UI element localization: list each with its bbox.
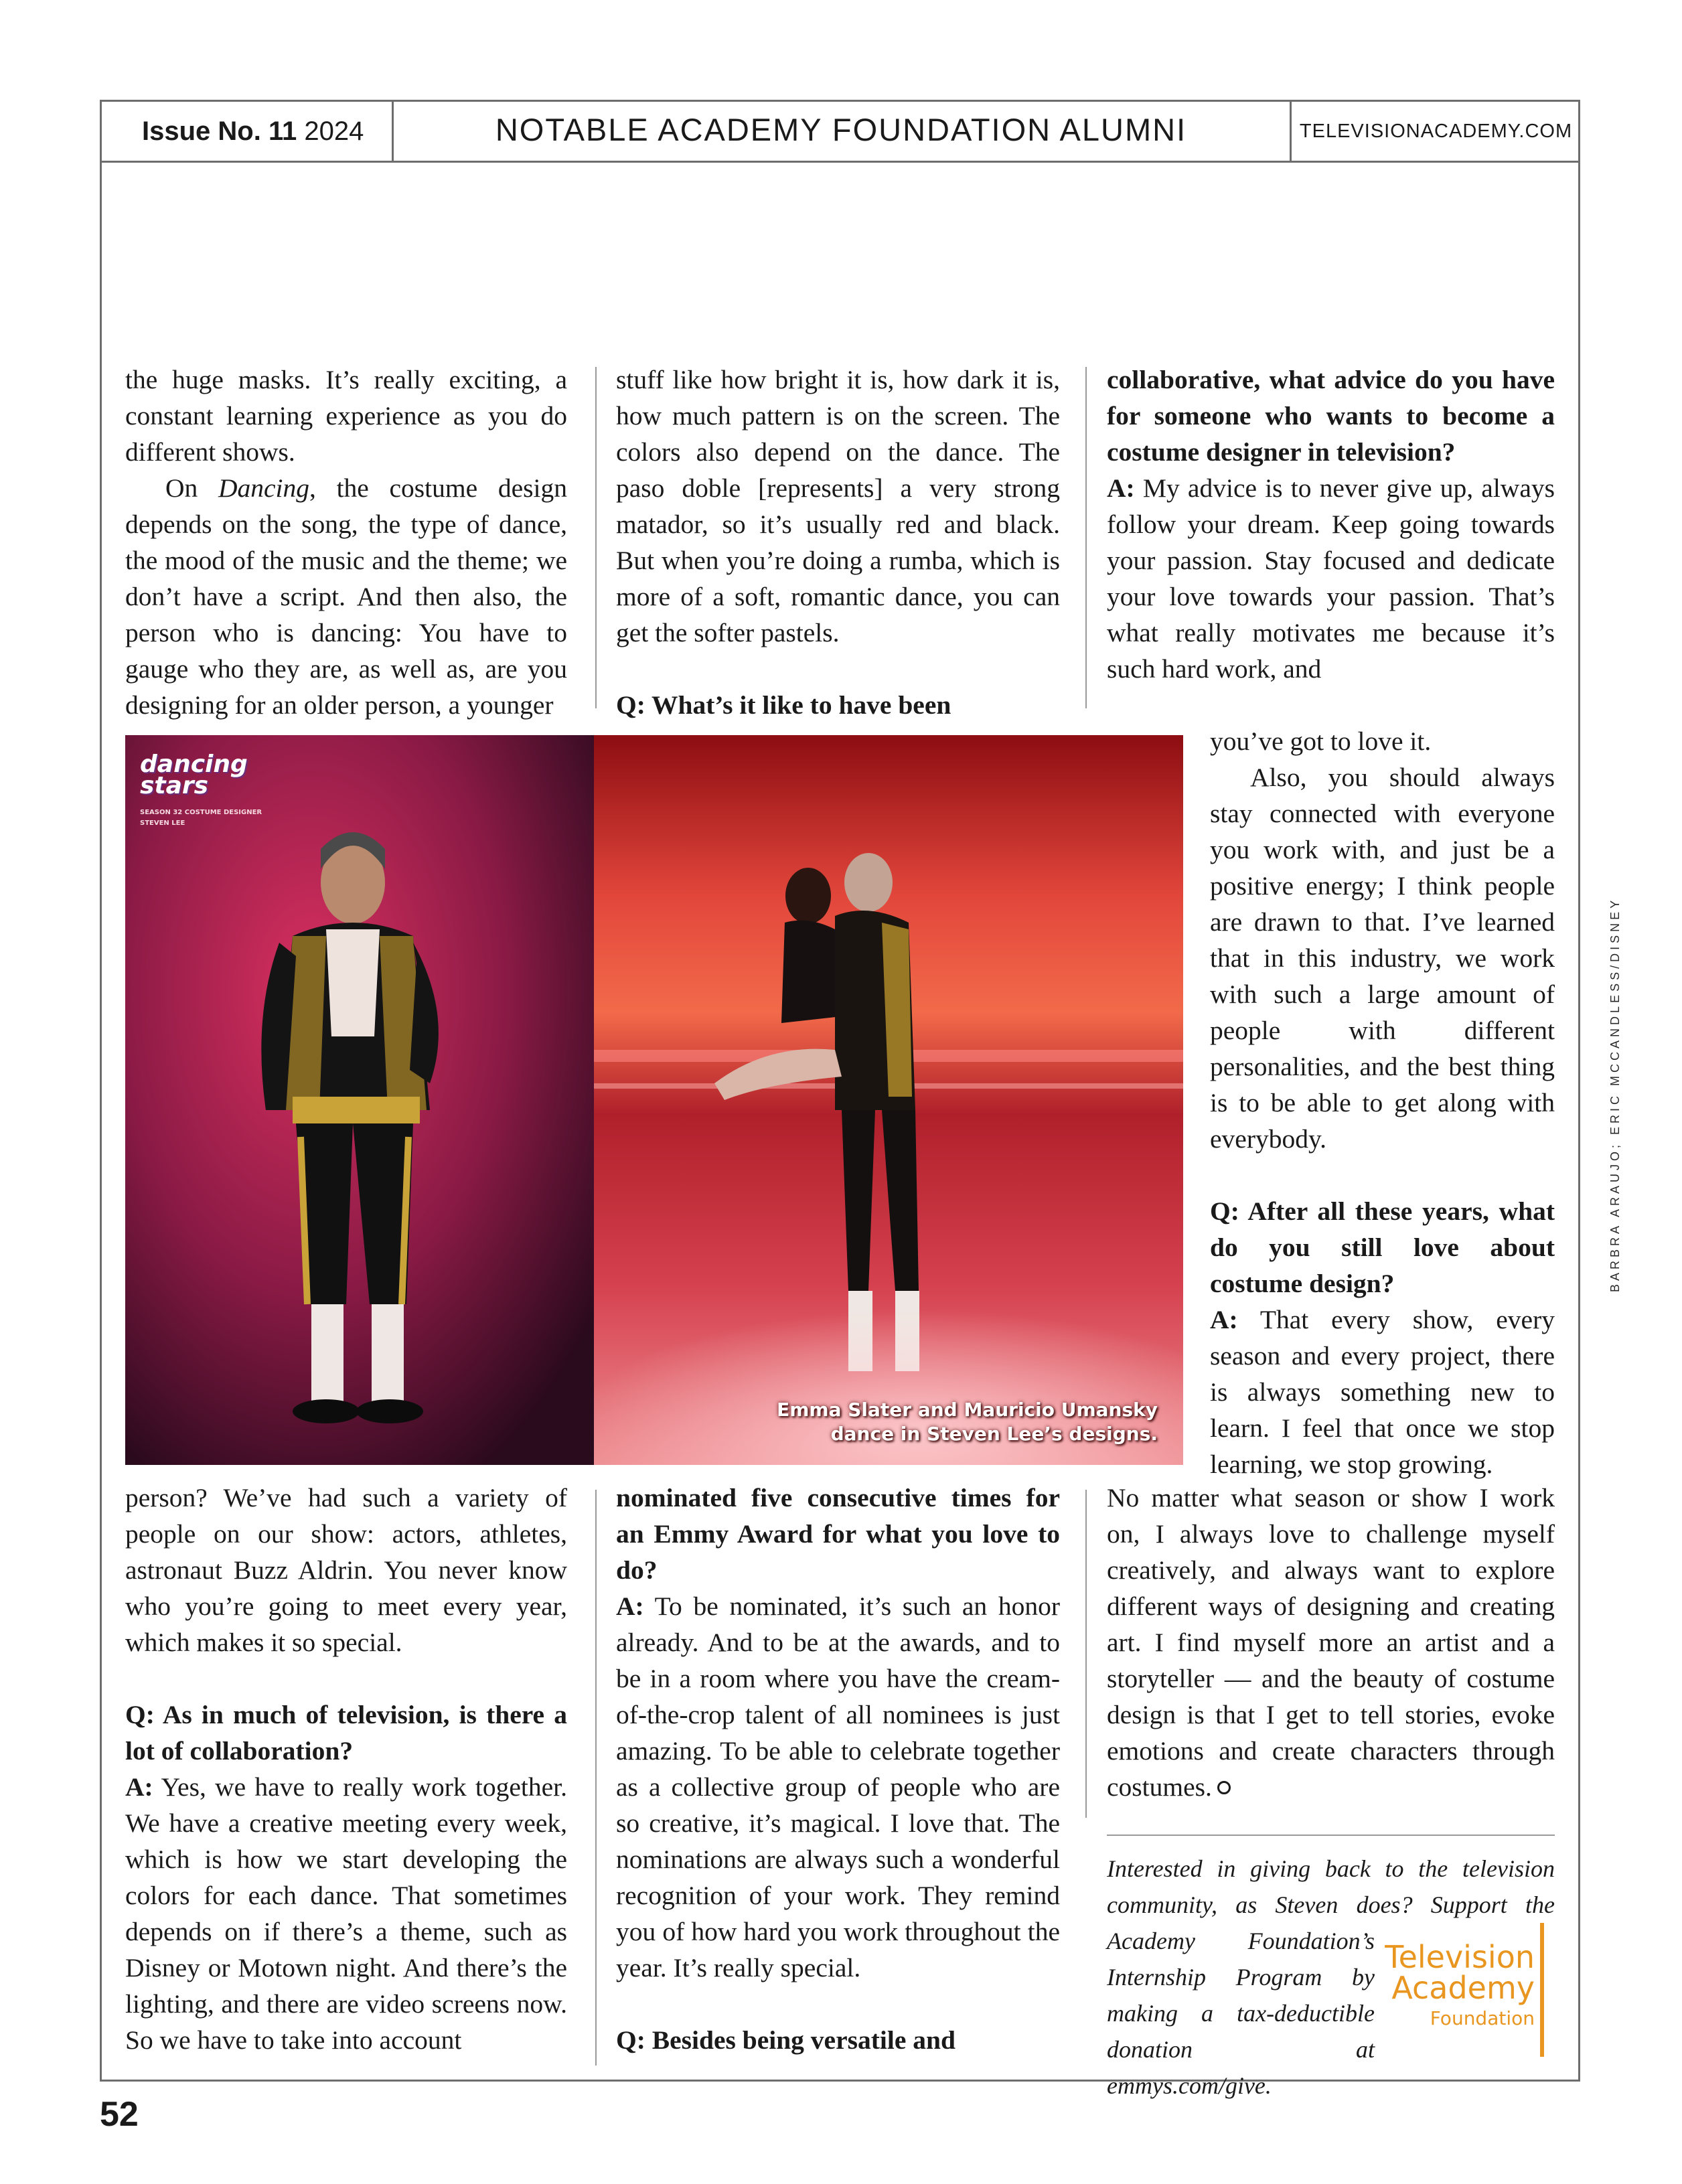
column-3-bottom bbox=[1107, 1480, 1555, 1805]
issue-year: 2024 bbox=[304, 116, 364, 146]
foundation-logo-line: Academy bbox=[1391, 1970, 1535, 2006]
question-text: Q: What’s it like to have been bbox=[616, 690, 951, 720]
paragraph: you’ve got to love it. bbox=[1210, 726, 1432, 756]
paragraph: person? We’ve had such a variety of people on our show: actors, athletes, astronaut Buzz Aldrin. You never know who you’re going to meet every year, which makes it so special. bbox=[125, 1483, 567, 1657]
foundation-logo-line: Foundation bbox=[1430, 2007, 1535, 2029]
column-separator bbox=[1085, 367, 1087, 708]
text: No matter what season or show I work on, I always love to challenge myself creatively, and always want to explore different ways of designing and creating art. I find myself more an artist and a storyteller — and the beauty of costume design is that I get to tell stories, evoke emotions and create characters through costumes. bbox=[1107, 1483, 1555, 1802]
issue-number: Issue No. 11 bbox=[142, 116, 297, 146]
answer bbox=[1107, 470, 1555, 687]
promo-text-full: Interested in giving back to the television community, as Steven does? Support the bbox=[1107, 1855, 1555, 1918]
column-2-top bbox=[616, 362, 1060, 723]
show-logo-line: dancing bbox=[140, 751, 248, 778]
issue-label bbox=[142, 112, 364, 150]
caption-line: Emma Slater and Mauricio Umansky bbox=[777, 1399, 1158, 1421]
column-2-bottom bbox=[616, 1480, 1060, 2058]
question-text: Q: Besides being versatile and bbox=[616, 2025, 955, 2055]
answer-label: A: bbox=[1210, 1305, 1238, 1334]
answer-label: A: bbox=[125, 1772, 153, 1802]
answer bbox=[125, 1769, 567, 2058]
foundation-logo-bar bbox=[1540, 1923, 1544, 2057]
answer-text: Yes, we have to really work together. We have a creative meeting every week, which is how we start developing the colors for each dance. That sometimes depends on if there’s a theme, such as Disney or Motown night. And there’s the lighting, and there are video screens now. So we have to take into account bbox=[125, 1772, 567, 2055]
end-mark-icon bbox=[1217, 1781, 1231, 1794]
question bbox=[616, 1480, 1060, 1588]
answer-label: A: bbox=[1107, 473, 1135, 503]
column-3-narrow bbox=[1210, 723, 1555, 1482]
text: , the costume design depends on the song, the type of dance, the mood of the music and the theme; we don’t have a script. And then also, the person who is dancing: You have to gauge who they are, as well as, are you designing for an older person, a younger bbox=[125, 473, 567, 720]
show-logo-subtitle: SEASON 32 COSTUME DESIGNER STEVEN LEE bbox=[140, 809, 262, 827]
answer-text: My advice is to never give up, always follow your dream. Keep going towards your passion. Stay focused and dedicate your love towards your passion. That’s what really motivates me because it’s such hard work, and bbox=[1107, 473, 1555, 684]
header-rule bbox=[100, 161, 1580, 163]
photo-credit: BARBRA ARAUJO; ERIC MCCANDLESS/DISNEY bbox=[1608, 896, 1622, 1292]
photo-caption bbox=[777, 1398, 1158, 1446]
answer-text: To be nominated, it’s such an honor already. And to be at the awards, and to be in a room where you have the cream-of-the-crop talent of all nominees is just amazing. To be able to celebrate together as a collective group of people who are so creative, it’s magical. I love that. The nominations are always such a wonderful recognition of your work. They remind you of how hard you work throughout the year. It’s really special. bbox=[616, 1591, 1060, 1982]
foundation-logo bbox=[1383, 1923, 1548, 2057]
paragraph: stuff like how bright it is, how dark it is, how much pattern is on the screen. The colors also depend on the dance. The paso doble [represents] a very strong matador, so it’s usually red and black. But when you’re doing a rumba, which is more of a soft, romantic dance, you can get the softer pastels. bbox=[616, 365, 1060, 647]
paragraph bbox=[1107, 1480, 1555, 1805]
promo-text-narrow: Academy Foundation’s Internship Program by making a tax-deductible donation at emmys.com/give. bbox=[1107, 1928, 1375, 2099]
answer bbox=[1210, 1302, 1555, 1482]
answer-label: A: bbox=[616, 1591, 644, 1621]
column-1-top bbox=[125, 362, 567, 723]
question-text: Q: After all these years, what do you still love about costume design? bbox=[1210, 1196, 1555, 1298]
column-separator bbox=[1085, 1490, 1087, 1818]
question-text: collaborative, what advice do you have for someone who wants to become a costume designer in television? bbox=[1107, 365, 1555, 467]
paragraph: Also, you should always stay connected with everyone you work with, and just be a positive energy; I think people are drawn to that. I’ve learned that in this industry, we work with such a large amount of people with different personalities, and the best thing is to be able to get along with everybody. bbox=[1210, 763, 1555, 1154]
column-3-top bbox=[1107, 362, 1555, 687]
promo-rule bbox=[1107, 1835, 1555, 1836]
question bbox=[1107, 362, 1555, 470]
photo-illustration bbox=[125, 735, 1183, 1465]
section-title: NOTABLE ACADEMY FOUNDATION ALUMNI bbox=[495, 112, 1187, 147]
column-1-bottom bbox=[125, 1480, 567, 2058]
site-url: TELEVISIONACADEMY.COM bbox=[1299, 121, 1573, 142]
column-separator bbox=[595, 367, 597, 708]
question-text: nominated five consecutive times for an Emmy Award for what you love to do? bbox=[616, 1483, 1060, 1585]
answer bbox=[616, 1588, 1060, 1986]
paragraph bbox=[125, 470, 567, 723]
show-logo-line: stars bbox=[140, 772, 209, 799]
paragraph: the huge masks. It’s really exciting, a constant learning experience as you do different shows. bbox=[125, 365, 567, 467]
show-logo-text bbox=[140, 751, 287, 799]
answer-text: That every show, every season and every project, there is always something new to learn. I feel that once we stop learning, we stop growing. bbox=[1210, 1305, 1555, 1479]
question bbox=[125, 1697, 567, 1769]
question-text: Q: As in much of television, is there a lot of collaboration? bbox=[125, 1700, 567, 1766]
show-title: Dancing bbox=[218, 473, 310, 503]
page-number: 52 bbox=[100, 2095, 139, 2134]
question bbox=[616, 2022, 1060, 2058]
photo-spread bbox=[125, 735, 1183, 1465]
text: On bbox=[165, 473, 218, 503]
caption-line: dance in Steven Lee’s designs. bbox=[830, 1423, 1158, 1445]
question bbox=[616, 687, 1060, 723]
foundation-logo-line: Television bbox=[1385, 1939, 1535, 1975]
question bbox=[1210, 1193, 1555, 1302]
column-separator bbox=[595, 1490, 597, 2065]
